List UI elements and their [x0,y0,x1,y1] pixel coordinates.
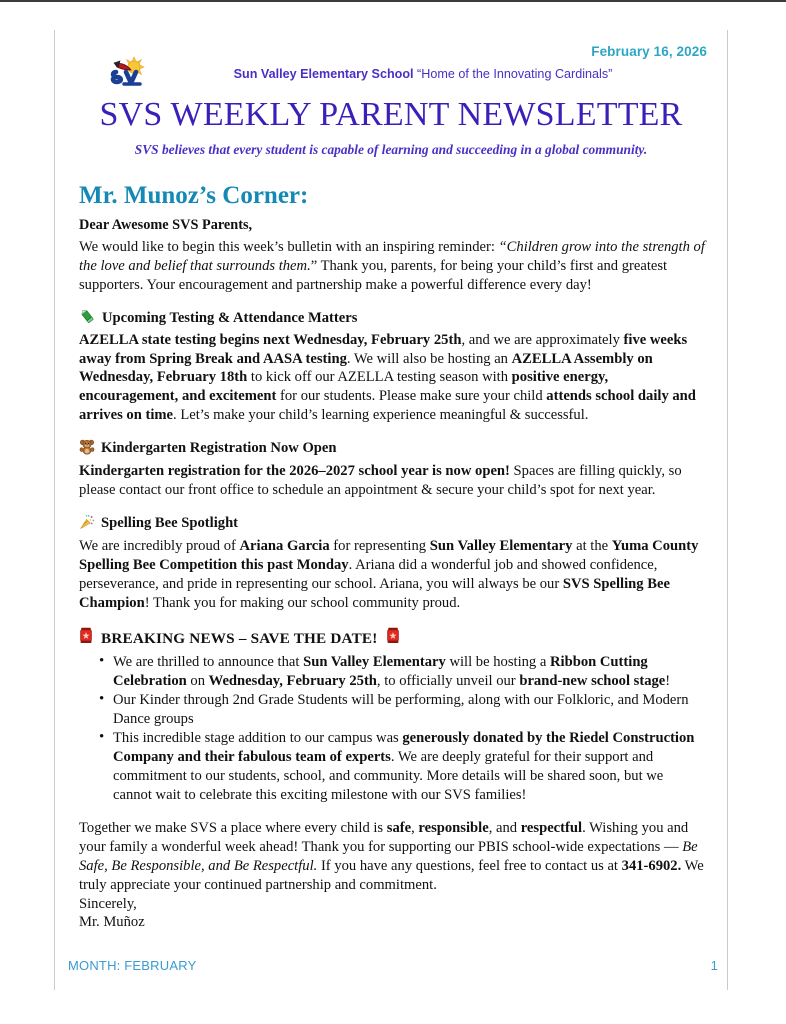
closing-paragraph [79,819,705,895]
b0-p0: We are thrilled to announce that [113,653,304,670]
siren-icon [79,627,93,650]
school-motto: “Home of the Innovating Cardinals” [417,67,613,81]
b0-p8: ! [665,672,671,689]
intro-lead: We would like to begin this week’s bulletin with an inspiring reminder: [79,238,499,255]
page-footer [68,958,718,973]
section-title-testing: Upcoming Testing & Attendance Matters [102,309,358,326]
brand-row [69,56,713,92]
school-name: Sun Valley Elementary School [233,67,414,81]
content-frame [54,30,728,990]
footer-page-number: 1 [710,958,718,973]
c-p5: respectful [520,819,583,836]
testing-part-7: for our students. Please make sure your child [276,388,547,405]
section-heading-kindergarten [79,439,705,461]
section-body-spelling-bee [79,537,705,613]
testing-part-1: , and we are approximately [461,331,624,348]
section-heading-testing [79,309,705,330]
issue-date: February 16, 2026 [69,44,713,59]
intro-quote-close: ” [310,257,318,274]
siren-icon-right [386,627,400,650]
newsletter-title: SVS WEEKLY PARENT NEWSLETTER [99,96,683,133]
b0-p1: Sun Valley Elementary [303,653,446,670]
principal-corner-heading: Mr. Munoz’s Corner: [79,182,309,210]
bee-part-2: for representing [329,538,430,555]
section-title-kindergarten: Kindergarten Registration Now Open [101,440,337,457]
school-name-line [163,67,713,81]
newsletter-tagline: SVS believes that every student is capable of learning and succeeding in a global community. [134,142,648,158]
b0-p4: on [186,672,209,689]
teddy-bear-icon [79,439,95,461]
testing-part-4: AZELLA Assembly on Wednesday, February 18th [79,350,653,386]
testing-part-6: positive energy, encouragement, and excitement [79,369,609,405]
bee-part-1: Ariana Garcia [239,538,330,555]
c-p4: , and [488,819,521,836]
c-p0: Together we make SVS a place where every child is [79,819,387,836]
c-p8: If you have any questions, feel free to contact us at [317,857,622,874]
list-item [99,691,705,729]
bee-part-3: Sun Valley Elementary [429,538,573,555]
kinder-part-1: Spaces are filling quickly, so please contact our front office to schedule an appointment & secure your child’s spot for next year. [79,463,682,499]
bee-part-5: Yuma County Spelling Bee Competition this past Monday [79,538,699,574]
testing-part-8: attends school daily and arrives on time [79,388,696,424]
testing-part-3: . We will also be hosting an [346,350,512,367]
party-popper-icon [79,514,95,536]
b0-p5: Wednesday, February 25th [208,672,377,689]
section-title-spelling-bee: Spelling Bee Spotlight [101,515,239,532]
testing-part-0: AZELLA state testing begins next Wednesday, February 25th [79,331,462,348]
b0-p2: will be hosting a [445,653,550,670]
signature-line: Mr. Muñoz [79,914,145,931]
masthead [69,30,713,158]
section-body-kindergarten [79,462,705,500]
list-item [99,653,705,691]
b2-p0: This incredible stage addition to our campus was [113,729,403,746]
c-p7: Be Safe, Be Responsible, and Be Respectful. [79,838,698,874]
crayon-icon [79,309,96,330]
c-p9: 341-6902. [621,857,682,874]
testing-part-2: five weeks away from Spring Break and AASA testing [79,331,688,367]
sincerely-line: Sincerely, [79,895,137,912]
bee-part-8: ! Thank you for making our school community proud. [144,595,461,612]
c-p3: responsible [418,819,489,836]
footer-month-label: MONTH: FEBRUARY [68,958,197,973]
salutation: Dear Awesome SVS Parents, [79,217,253,234]
bee-part-0: We are incredibly proud of [79,538,240,555]
b0-p7: brand-new school stage [519,672,666,689]
section-body-testing [79,331,705,426]
b0-p3: Ribbon Cutting Celebration [113,653,648,689]
b1-p0: Our Kinder through 2nd Grade Students will be performing, along with our Folkloric, and Modern Dance groups [113,691,689,727]
section-heading-spelling-bee [79,514,705,536]
b0-p6: , to officially unveil our [376,672,520,689]
bee-part-6: . Ariana did a wonderful job and showed confidence, perseverance, and pride in representing our school. Ariana, you will always be our [79,557,658,593]
b2-p1: generously donated by the Riedel Construction Company and their fabulous team of experts [113,729,695,765]
testing-part-5: to kick off our AZELLA testing season with [247,369,512,386]
newsletter-body [69,216,713,932]
intro-paragraph [79,238,705,295]
c-p10: We truly appreciate your continued partnership and commitment. [79,857,704,893]
breaking-news-heading [79,627,705,650]
breaking-news-bullet-list [79,653,705,805]
testing-part-9: . Let’s make your child’s learning experience meaningful & successful. [173,407,589,424]
bee-part-4: at the [572,538,612,555]
c-p1: safe [386,819,412,836]
kinder-part-0: Kindergarten registration for the 2026–2027 school year is now open! [79,463,510,480]
intro-rest: Thank you, parents, for being your child’s first and greatest supporters. Your encouragement and partnership make a powerful difference every day! [79,257,668,293]
bee-part-7: SVS Spelling Bee Champion [79,576,670,612]
cardinal-mascot-logo-icon [107,56,153,92]
breaking-news-text: BREAKING NEWS – SAVE THE DATE! [101,629,378,647]
intro-quote: “Children grow into the strength of the love and belief that surrounds them. [79,238,705,274]
c-p6: . Wishing you and your family a wonderful week ahead! Thank you for supporting our PBIS school-wide expectations — [79,819,689,855]
b2-p2: . We are deeply grateful for their support and commitment to our students, school, and community. More details will be shared soon, but we cannot wait to celebrate this exciting milestone with our SVS families! [113,748,664,803]
c-p2: , [411,819,419,836]
list-item [99,729,705,805]
